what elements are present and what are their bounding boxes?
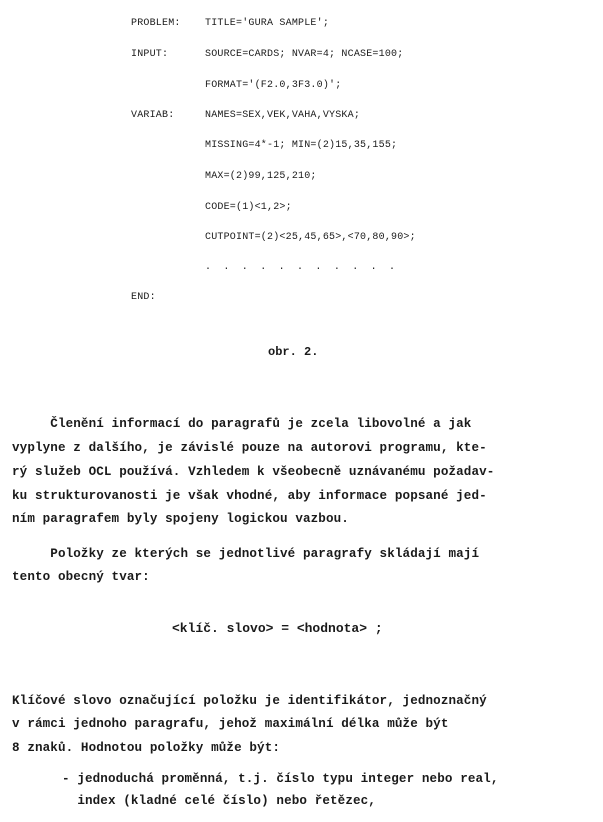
paragraph-line: Položky ze kterých se jednotlivé paragrafy skládají mají xyxy=(12,547,480,561)
paragraph-line: 8 znaků. Hodnotou položky může být: xyxy=(12,741,281,755)
paragraph-line: vyplyne z dalšího, je závislé pouze na autorovi programu, kte- xyxy=(12,441,487,455)
paragraph-line: ním paragrafem byly spojeny logickou vazbou. xyxy=(12,512,349,526)
code-value-input-1: SOURCE=CARDS; NVAR=4; NCASE=100; xyxy=(205,49,404,60)
code-value-variab-4: CODE=(1)<1,2>; xyxy=(205,202,292,213)
code-value-problem: TITLE='GURA SAMPLE'; xyxy=(205,18,330,29)
paragraph-line: rý služeb OCL používá. Vzhledem k všeobecně uznávanému požadav- xyxy=(12,465,495,479)
code-value-variab-1: NAMES=SEX,VEK,VAHA,VYSKA; xyxy=(205,110,361,121)
code-ellipsis: . . . . . . . . . . . xyxy=(205,262,399,273)
code-keyword-problem: PROBLEM: xyxy=(131,18,181,29)
paragraph-line: Členění informací do paragrafů je zcela libovolné a jak xyxy=(12,417,472,431)
syntax-formula: <klíč. slovo> = <hodnota> ; xyxy=(172,621,383,636)
paragraph-line: ku strukturovanosti je však vhodné, aby informace popsané jed- xyxy=(12,489,487,503)
code-keyword-end: END: xyxy=(131,292,156,303)
bullet-line: index (kladné celé číslo) nebo řetězec, xyxy=(62,794,376,808)
code-keyword-variab: VARIAB: xyxy=(131,110,175,121)
code-value-variab-5: CUTPOINT=(2)<25,45,65>,<70,80,90>; xyxy=(205,232,416,243)
code-value-input-2: FORMAT='(F2.0,3F3.0)'; xyxy=(205,80,342,91)
figure-caption: obr. 2. xyxy=(268,345,319,359)
paragraph-line: v rámci jednoho paragrafu, jehož maximální délka může být xyxy=(12,717,449,731)
paragraph-line: Klíčové slovo označující položku je identifikátor, jednoznačný xyxy=(12,694,487,708)
paragraph-line: tento obecný tvar: xyxy=(12,570,150,584)
code-value-variab-2: MISSING=4*-1; MIN=(2)15,35,155; xyxy=(205,140,398,151)
code-keyword-input: INPUT: xyxy=(131,49,169,60)
code-value-variab-3: MAX=(2)99,125,210; xyxy=(205,171,317,182)
bullet-line: - jednoduchá proměnná, t.j. číslo typu integer nebo real, xyxy=(62,772,499,786)
